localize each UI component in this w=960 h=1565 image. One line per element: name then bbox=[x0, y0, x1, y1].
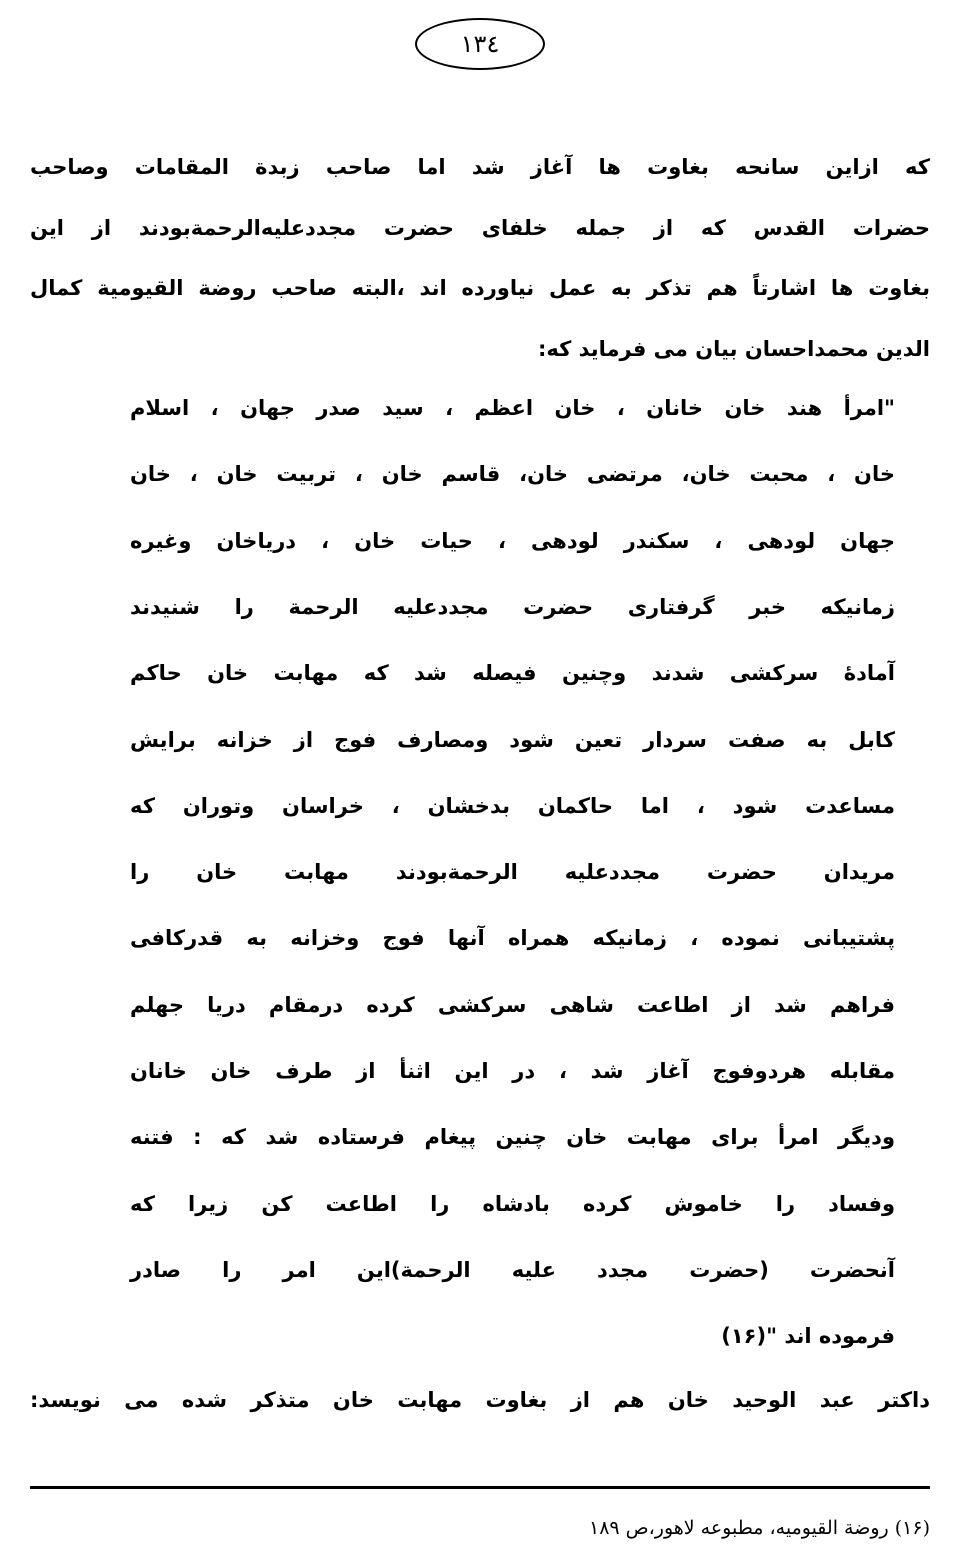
page-number: ۱۳٤ bbox=[460, 30, 500, 58]
quote-line: کابل به صفت سردار تعین شود ومصارف فوج از خزانه برایش bbox=[130, 727, 895, 752]
quote-line: ودیگر امرأ برای مهابت خان چنین پیغام فرستاده شد که : فتنه bbox=[130, 1125, 895, 1150]
quote-line: مقابله هردوفوج آغاز شد ، در این اثنأ از طرف خان خانان bbox=[130, 1059, 895, 1083]
text-line: بغاوت ها اشارتاً هم تذکر به عمل نیاورده اند ،البته صاحب روضة القیومیة کمال bbox=[30, 276, 930, 300]
quote-line: وفساد را خاموش کرده بادشاه را اطاعت کن زیرا که bbox=[130, 1191, 895, 1216]
quote-line: مساعدت شود ، اما حاکمان بدخشان ، خراسان وتوران که bbox=[130, 793, 895, 818]
quote-line: جهان لودهی ، سکندر لودهی ، حیات خان ، دریاخان وغیره bbox=[130, 528, 895, 553]
quote-line: پشتیبانی نموده ، زمانیکه همراه آنها فوج وخزانه به قدرکافی bbox=[130, 926, 895, 951]
quote-line: فراهم شد از اطاعت شاهی سرکشی کرده درمقام دریا جهلم bbox=[130, 992, 895, 1017]
text-line: الدین محمداحسان بیان می فرماید که: bbox=[538, 336, 930, 361]
quote-line: آمادهٔ سرکشی شدند وچنین فیصله شد که مهابت خان حاکم bbox=[130, 661, 895, 686]
text-line: که ازاین سانحه بغاوت ها آغاز شد اما صاحب زبدة المقامات وصاحب bbox=[30, 155, 930, 179]
quote-line: مریدان حضرت مجددعلیه الرحمة‌بودند مهابت خان را bbox=[130, 860, 895, 885]
quote-line: زمانیکه خبر گرفتاری حضرت مجددعلیه الرحمة را شنیدند bbox=[130, 594, 895, 619]
footnote: (۱۶) روضة القیومیه، مطبوعه لاهور،ص ۱۸۹ bbox=[589, 1517, 930, 1539]
text-line: حضرات القدس که از جمله خلفای حضرت مجددعلیه‌الرحمة‌بودند از این bbox=[30, 215, 930, 240]
quote-line: فرموده اند "(۱۶) bbox=[721, 1324, 895, 1349]
quote-line: خان ، محبت خان، مرتضی خان، قاسم خان ، تربیت خان ، خان bbox=[130, 462, 895, 487]
footnote-divider bbox=[30, 1486, 930, 1489]
page-number-oval bbox=[415, 18, 545, 70]
quote-line: "امرأ هند خان خانان ، خان اعظم ، سید صدر جهان ، اسلام bbox=[130, 396, 895, 420]
paragraph-closing: داکتر عبد الوحید خان هم از بغاوت مهابت خان متذکر شده می نویسد: bbox=[30, 1388, 930, 1412]
quote-line: آنحضرت (حضرت مجدد علیه الرحمة)این امر را صادر bbox=[130, 1257, 895, 1282]
